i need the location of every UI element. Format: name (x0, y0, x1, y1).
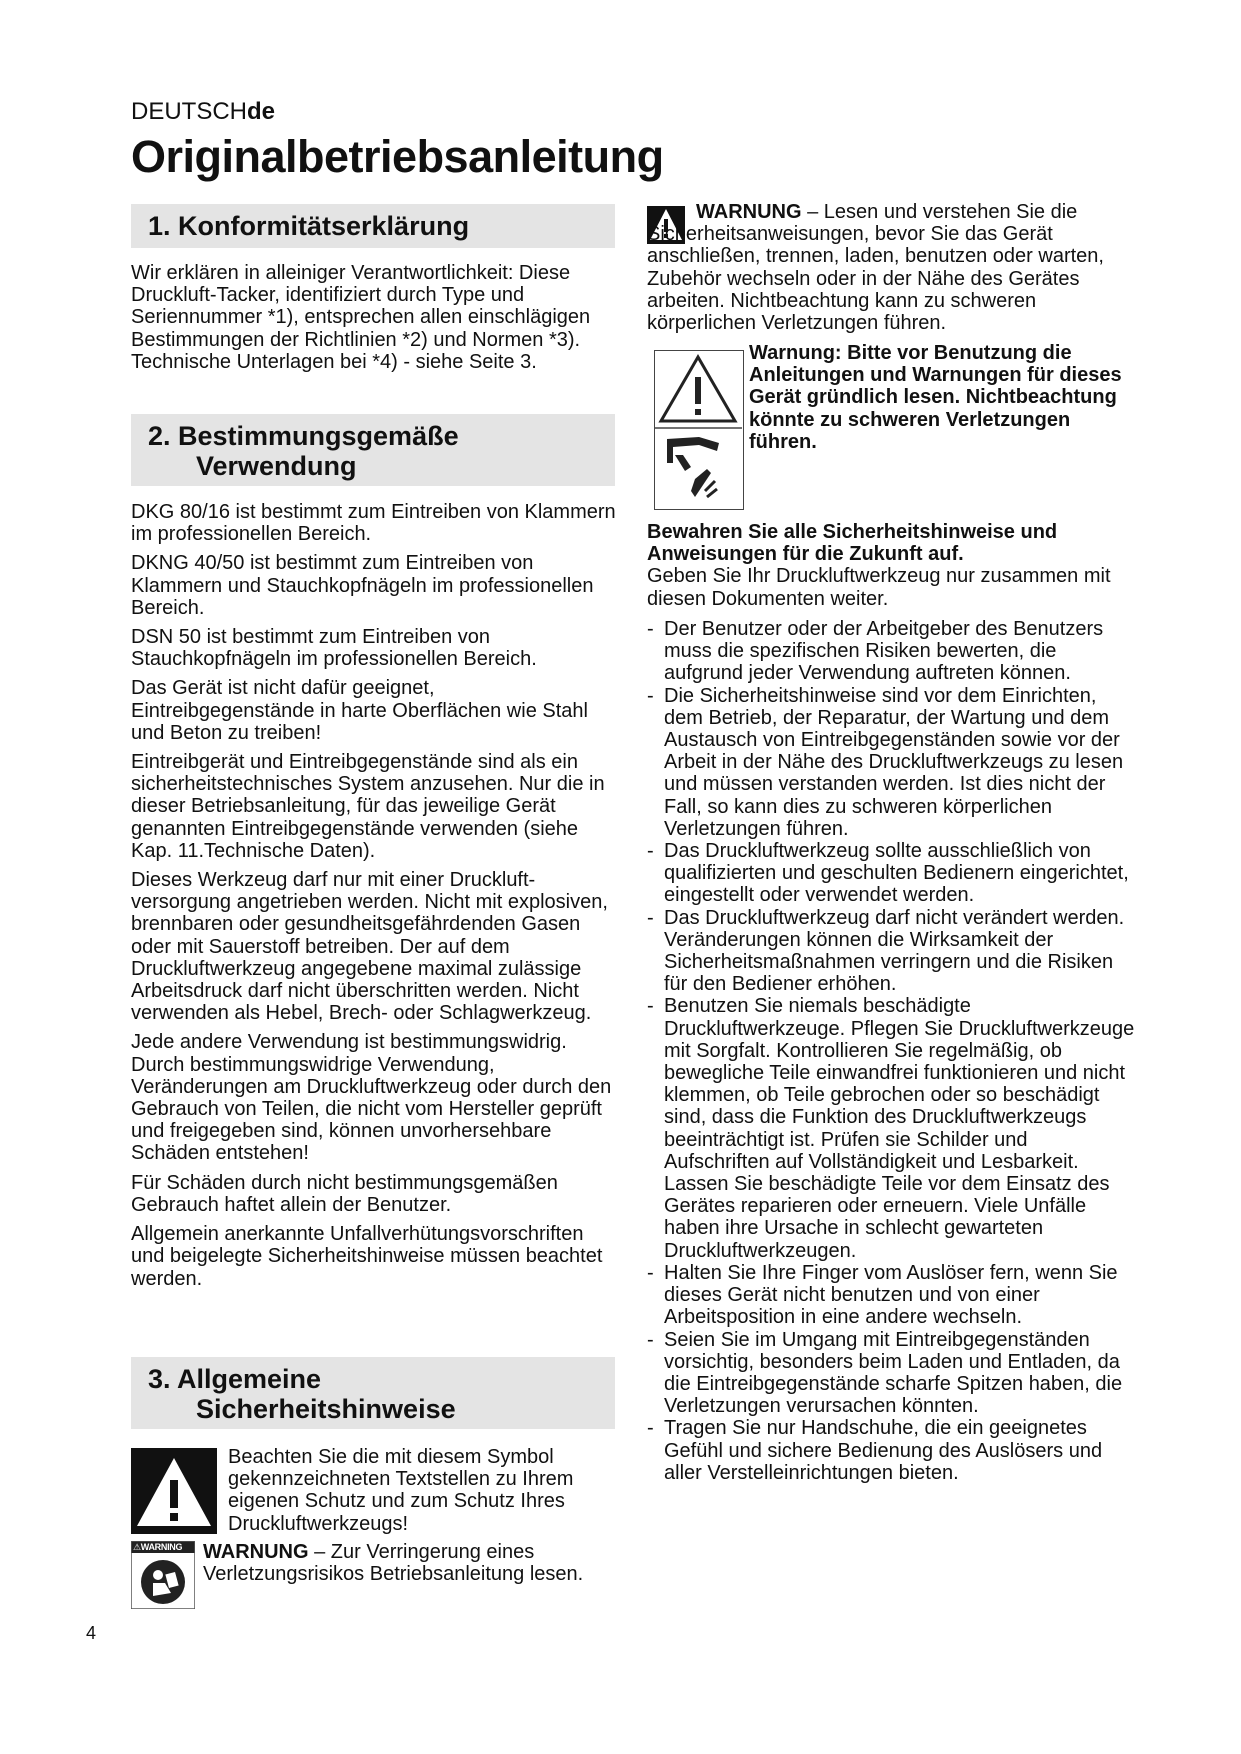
list-item-text: Die Sicherheitshinweise sind vor dem Einrichten, dem Betrieb, der Reparatur, der Wartung und dem Austausch von Eintreibgegenständen sowie vor der Arbeit in der Nähe des Druckluftwerkzeugs zu lesen und müssen verstanden werden. Ist dies nicht der Fall, so kann dies zu schweren körperlichen Verletzungen führen. (664, 684, 1124, 840)
warning-text: – Lesen und verstehen Sie die Sicherheitsanweisungen, bevor Sie das Gerät anschließen, trennen, laden, benutzen oder warten, Zubehör wechseln oder in der Nähe des Gerätes arbeiten. Nichtbeachtung kann zu schweren körperlichen Verletzungen führen. (647, 201, 1104, 335)
list-item-text: Halten Sie Ihre Finger vom Auslöser fern, wenn Sie dieses Gerät nicht benutzen und von einer Arbeitsposition in eine andere wechseln. (664, 1261, 1118, 1329)
list-dash: - (647, 1417, 654, 1440)
section-2-heading (131, 414, 615, 486)
section-3-heading (131, 1357, 615, 1429)
keep-instructions-text: Geben Sie Ihr Druckluftwerkzeug nur zusammen mit diesen Dokumenten weiter. (647, 565, 1111, 610)
list-item-text: Das Druckluftwerkzeug darf nicht verändert werden. Veränderungen können die Wirksamkeit der Sicherheitsmaßnahmen verringern und die Risiken für den Bediener erhöhen. (664, 906, 1125, 996)
section-2-heading-line1: 2. Bestimmungsgemäße (148, 421, 459, 451)
list-item (647, 1417, 1137, 1484)
list-item (647, 685, 1137, 840)
warning-label: WARNUNG (203, 1541, 309, 1563)
section-3-warning (203, 1541, 623, 1585)
section-1-heading (131, 204, 615, 248)
list-dash: - (647, 618, 654, 640)
warning-triangle-icon (131, 1448, 217, 1534)
safety-list (647, 618, 1137, 1484)
keep-instructions-bold: Bewahren Sie alle Sicherheitshinweise und Anweisungen für die Zukunft auf. (647, 521, 1058, 566)
section-2-paragraph: DKG 80/16 ist bestimmt zum Eintreiben von Klammern im professionellen Bereich. (131, 501, 616, 546)
list-item (647, 1329, 1137, 1418)
section-3-heading-line1: 3. Allgemeine (148, 1364, 322, 1394)
section-2-paragraph: Eintreibgerät und Eintreibgegenstände sind als ein sicherheitstechnisches System anzusehen. Nur die in dieser Betriebsanleitung, für das jeweilige Gerät genannten Eintreibgegenstände verwenden (siehe Kap. 11.Technische Daten). (131, 751, 605, 862)
list-item (647, 907, 1137, 996)
section-2-paragraph: Allgemein anerkannte Unfallverhütungsvorschriften und beigelegte Sicherheitshinweise müssen beachtet werden. (131, 1223, 603, 1290)
section-2-paragraph: Dieses Werkzeug darf nur mit einer Druckluft-versorgung angetrieben werden. Nicht mit explosiven, brennbaren oder gesundheitsgefährdenden Gasen oder mit Sauerstoff betreiben. Der auf dem Druckluftwerkzeug angegebene maximal zulässige Arbeitsdruck darf nicht überschritten werden. Nicht verwenden als Hebel, Brech- oder Schlagwerkzeug. (131, 869, 608, 1025)
list-dash: - (647, 1328, 654, 1351)
section-2-paragraph: Das Gerät ist nicht dafür geeignet, Eintreibgegenstände in harte Oberflächen wie Stahl und Beton zu treiben! (131, 677, 588, 744)
page-number: 4 (86, 1623, 97, 1643)
list-item-text: Der Benutzer oder der Arbeitgeber des Benutzers muss die spezifischen Risiken bewerten, die aufgrund jeder Verwendung auftreten können. (664, 618, 1104, 685)
list-dash: - (647, 840, 654, 863)
list-dash: - (647, 995, 654, 1018)
list-item (647, 618, 1137, 685)
list-item-text: Tragen Sie nur Handschuhe, die ein geeignetes Gefühl und sichere Bedienung des Auslösers und aller Verstelleinrichtungen bieten. (664, 1417, 1103, 1484)
section-1-text: Wir erklären in alleiniger Verantwortlichkeit: Diese Druckluft-Tacker, identifiziert durch Type und Seriennummer *1), entsprechen allen einschlägigen Bestimmungen der Richtlinien *2) und Normen *3). Technische Unterlagen bei *4) - siehe Seite 3. (131, 262, 591, 373)
warning-text: – Zur Verringerung eines Verletzungsrisikos Betriebsanleitung lesen. (203, 1541, 584, 1586)
section-3-heading-line2: Sicherheitshinweise (196, 1394, 456, 1424)
right-warning (647, 201, 1137, 334)
list-dash: - (647, 684, 654, 707)
language-label (131, 98, 275, 126)
list-item (647, 1262, 1137, 1329)
warning-label: WARNUNG (696, 201, 802, 223)
tool-label-warning: Warnung: Bitte vor Benutzung die Anleitungen und Warnungen für dieses Gerät gründlich lesen. Nichtbeachtung könnte zu schweren Verletzungen führen. (749, 342, 1122, 453)
read-manual-icon (131, 1541, 195, 1609)
language-code: de (247, 98, 276, 125)
list-item-text: Das Druckluftwerkzeug sollte ausschließlich von qualifizierten und geschulten Bedienern eingerichtet, eingestellt oder verwendet werden. (664, 840, 1129, 907)
section-2-body (131, 501, 621, 1290)
list-item (647, 995, 1137, 1261)
section-1-heading-text: 1. Konformitätserklärung (148, 211, 470, 241)
small-warning-label: ⚠WARNING (133, 1542, 183, 1552)
section-2-heading-line2: Verwendung (196, 451, 357, 481)
list-item (647, 840, 1137, 907)
section-2-paragraph: Jede andere Verwendung ist bestimmungswidrig. Durch bestimmungswidrige Verwendung, Veränderungen am Druckluftwerkzeug oder durch den Gebrauch von Teilen, die nicht vom Hersteller geprüft und freigegeben sind, können unvorhersehbare Schäden entstehen! (131, 1031, 612, 1165)
tool-label-panel (654, 350, 744, 510)
symbol-note: Beachten Sie die mit diesem Symbol gekennzeichneten Textstellen zu Ihrem eigenen Schutz und zum Schutz Ihres Druckluftwerkzeugs! (228, 1446, 574, 1535)
section-2-paragraph: Für Schäden durch nicht bestimmungsgemäßen Gebrauch haftet allein der Benutzer. (131, 1171, 558, 1216)
list-dash: - (647, 906, 654, 929)
section-2-paragraph: DKNG 40/50 ist bestimmt zum Eintreiben von Klammern und Stauchkopfnägeln im professionellen Bereich. (131, 552, 594, 619)
section-2-paragraph: DSN 50 ist bestimmt zum Eintreiben von Stauchkopfnägeln im professionellen Bereich. (131, 626, 537, 671)
language-name: DEUTSCH (131, 98, 248, 125)
list-dash: - (647, 1261, 654, 1284)
list-item-text: Seien Sie im Umgang mit Eintreibgegenständen vorsichtig, besonders beim Laden und Entladen, da die Eintreibgegenstände scharfe Spitzen haben, die Verletzungen verursachen könnten. (664, 1328, 1123, 1418)
list-item-text: Benutzen Sie niemals beschädigte Druckluftwerkzeuge. Pflegen Sie Druckluftwerkzeuge mit Sorgfalt. Kontrollieren Sie regelmäßig, ob bewegliche Teile einwandfrei funktionieren und nicht klemmen, ob Teile gebrochen oder so beschädigt sind, dass die Funktion des Druckluftwerkzeugs beeinträchtigt ist. Prüfen sie Schilder und Aufschriften auf Vollständigkeit und Lesbarkeit. Lassen Sie beschädigte Teile vor dem Einsatz des Gerätes reparieren oder erneuern. Viele Unfälle haben ihre Ursache in schlecht gewarteten Druckluftwerkzeugen. (664, 995, 1135, 1262)
keep-instructions (647, 521, 1137, 610)
page-title: Originalbetriebsanleitung (131, 131, 664, 182)
